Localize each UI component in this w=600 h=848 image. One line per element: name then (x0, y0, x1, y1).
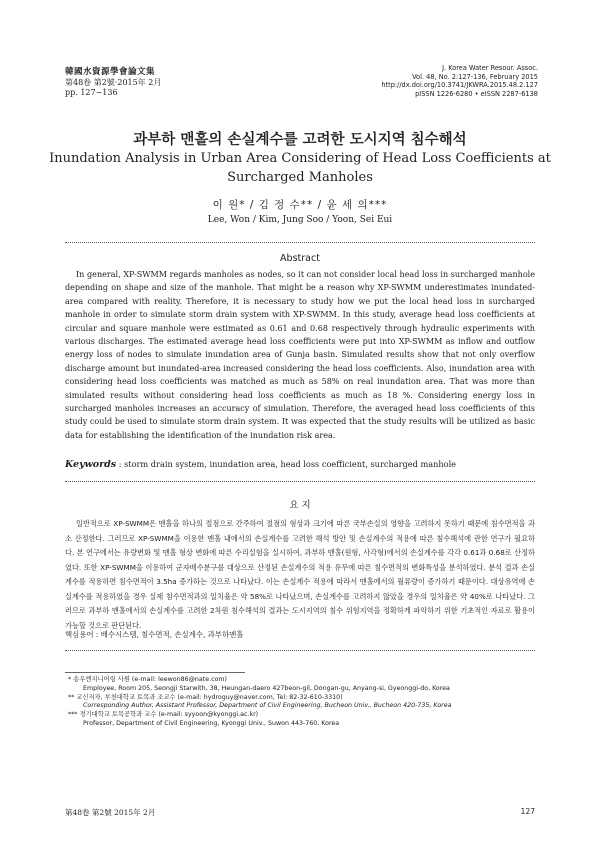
footnote-rule (65, 672, 245, 673)
footer-volume: 第48卷 第2號 2015年 2月 (65, 808, 156, 817)
footnote-2 (68, 694, 538, 712)
abstract-heading: Abstract (280, 253, 320, 264)
page-range: pp. 127~136 (65, 88, 118, 97)
title-english: Inundation Analysis in Urban Area Considering of Head Loss Coefficients at Surcharged Manholes (49, 151, 551, 185)
authors-korean: 이 원* / 김 정 수** / 윤 세 의*** (212, 199, 388, 211)
volume-en: Vol. 48, No. 2:127-136, February 2015 (412, 72, 538, 81)
keywords-korean (65, 629, 535, 640)
journal-name-ko: 韓國水資源學會論文集 (65, 67, 156, 77)
divider-top (65, 242, 535, 243)
journal-header-left (65, 67, 161, 99)
keywords-korean-label: 핵심용어 (65, 630, 94, 639)
footnote-3-ko: *** 경기대학교 토목공학과 교수 (e-mail: syyoon@kyonggi.ac.kr) (68, 711, 259, 719)
footnote-1-en: Employee, Room 205, Seongji Starwith, 38, Heungan-daero 427beon-gil, Dongan-gu, Anyang-si, Gyeonggi-do, Korea (83, 684, 450, 692)
journal-header-right (381, 64, 538, 98)
page-number: 127 (520, 807, 535, 816)
footnote-1 (68, 676, 538, 694)
footnote-3-en: Professor, Department of Civil Engineering, Kyonggi Univ., Suwon 443-760, Korea (83, 719, 340, 727)
divider-middle (65, 481, 535, 482)
keywords (65, 459, 540, 470)
footnote-2-ko: ** 교신저자, 부천대학교 토목과 조교수 (e-mail: hydroguy@naver.com, Tel: 82-32-610-3310) (68, 693, 343, 701)
keywords-korean-text: : 배수시스템, 침수면적, 손실계수, 과부하맨홀 (95, 630, 244, 639)
volume-ko: 第48卷 第2號·2015年 2月 (65, 77, 162, 87)
keywords-label: Keywords (65, 459, 117, 470)
doi-link[interactable]: http://dx.doi.org/10.3741/JKWRA.2015.48.2.127 (381, 81, 538, 90)
issn: pISSN 1226-6280 • eISSN 2287-6138 (415, 89, 538, 98)
authors-english: Lee, Won / Kim, Jung Soo / Yoon, Sei Eui (207, 215, 393, 225)
footnote-2-en: Corresponding Author, Assistant Professor, Department of Civil Engineering, Bucheon Univ., Bucheon 420-735, Korea (83, 702, 452, 710)
keywords-text: : storm drain system, inundation area, head loss coefficient, surcharged manhole (118, 459, 457, 469)
footnote-3 (68, 711, 538, 729)
summary-heading: 요 지 (289, 500, 311, 511)
footnote-1-ko: * 송우엔지니어링 사원 (e-mail: leewon86@nate.com) (68, 676, 228, 683)
title-korean: 과부하 맨홀의 손실계수를 고려한 도시지역 침수해석 (133, 132, 467, 148)
summary-text-korean: 일반적으로 XP-SWMM은 맨홀을 하나의 절점으로 간주하여 절점의 형상과 크기에 따른 국부손실의 영향을 고려하지 못하기 때문에 침수면적을 과소 산정한다. 그러므로 XP-SWMM을 이용한 맨홀 내에서의 손실계수를 고려한 해석 방안 및 손실계수의 적용에 따른 침수해석에 관한 연구가 필요하다. 본 연구에서는 유량변화 및 맨홀 형상 변화에 따른 수리실험을 실시하여, 과부하 맨홀(원형, 사각형)에서의 손실계수를 각각 0.61과 0.68로 산정하였다. 또한 XP-SWMM을 이용하여 군자배수분구를 대상으로 산정된 손실계수의 적용 유무에 따른 침수면적의 변화특성을 분석하였다. 분석 결과 손실계수를 적용하면 침수면적이 3.5ha 증가하는 것으로 나타났다. 이는 손실계수 적용에 따라서 맨홀에서의 월류량이 증가하기 때문이다. 대상유역에 손실계수를 적용하였을 경우 실제 침수면적과의 일치율은 약 58%로 나타났으며, 손실계수를 고려하지 않았을 경우의 일치율은 약 40%로 나타났다. 그러므로 과부하 맨홀에서의 손실계수를 고려한 2차원 침수해석의 결과는 도시지역의 침수 위험지역을 정확하게 파악하기 위한 기초적인 자료로 활용이 가능할 것으로 판단된다. (65, 519, 535, 630)
footnotes (68, 676, 538, 729)
journal-name-en: J. Korea Water Resour. Assoc. (442, 64, 538, 72)
abstract-text: In general, XP-SWMM regards manholes as nodes, so it can not consider local head loss in surcharged manhole depending on shape and size of the manhole. That might be a reason why XP-SWMM underestimates inundated-area compared with reality. Therefore, it is necessary to study how we put the local head loss in surcharged manhole in order to simulate storm drain system with XP-SWMM. In this study, average head loss coefficients at circular and square manhole were estimated as 0.61 and 0.68 respectively through hydraulic experiments with various discharges. The estimated average head loss coefficients were put into XP-SWMM as inflow and outflow energy loss of nodes to simulate inundation area of Gunja basin. Simulated results show that not only overflow discharge amount but inundated-area increased considering the head loss coefficients. Also, inundation area with considering head loss coefficients was matched as much as 58% on real inundation area. That was more than simulated results without considering head loss coefficients as much as 18 %. Considering energy loss in surcharged manholes increases an accuracy of simulation. Therefore, the averaged head loss coefficients of this study could be used to simulate storm drain system. It was expected that the study results will be utilized as basic data for establishing the identification of the inundation risk area. (65, 270, 535, 440)
divider-bottom (65, 650, 535, 651)
